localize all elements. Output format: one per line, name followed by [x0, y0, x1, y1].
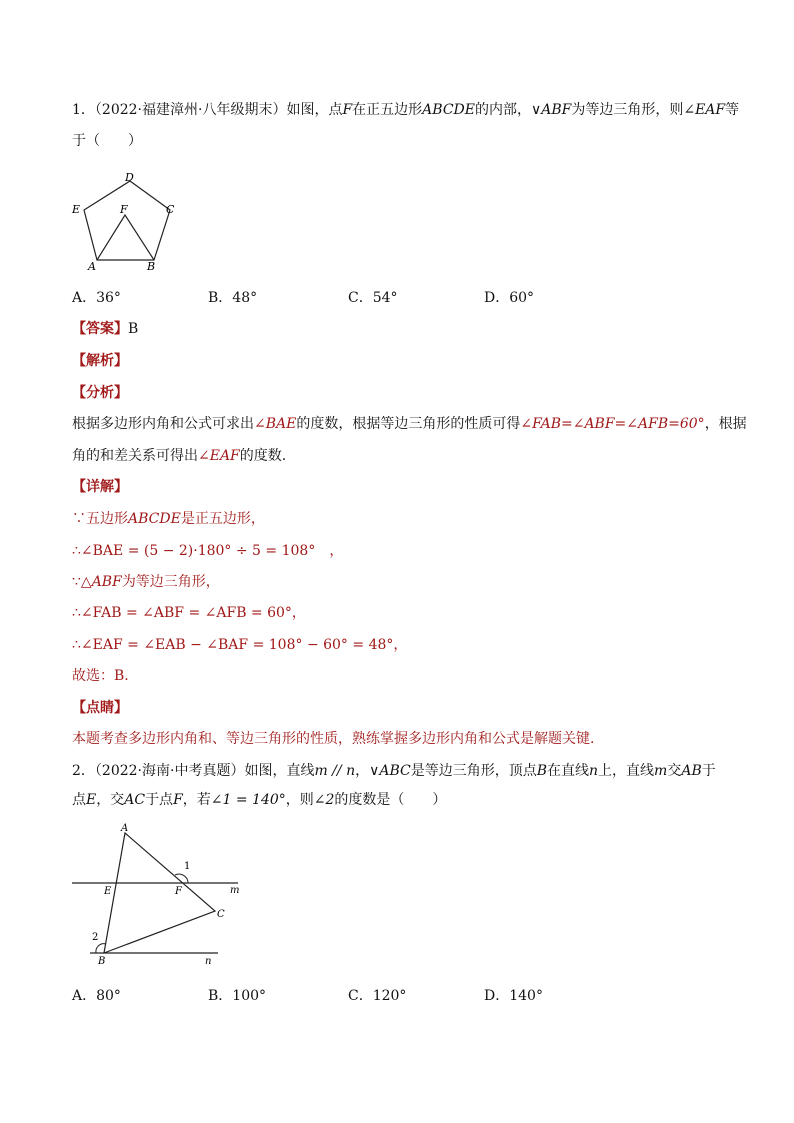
var: ∠BAE: [254, 416, 297, 432]
detail-line4: ∴∠FAB = ∠ABF = ∠AFB = 60°，: [72, 605, 306, 621]
text: ，若: [182, 792, 211, 808]
text: 的度数，根据等边三角形的性质可得: [296, 416, 521, 432]
label-a: A: [88, 260, 96, 273]
detail-line1: [72, 509, 265, 529]
var: m: [654, 763, 668, 779]
q2-option-d: D．140°: [484, 988, 543, 1004]
text: 是等边三角形，顶点: [410, 763, 537, 779]
text: 的度数.: [239, 448, 287, 464]
label-m: m: [230, 885, 240, 896]
text: 点: [72, 792, 86, 808]
q2-option-b: B．100°: [208, 988, 267, 1004]
q2-option-c: C．120°: [348, 988, 407, 1004]
text: 交: [667, 763, 682, 779]
q1-answer-line: [72, 319, 138, 339]
q1-number: 1．: [72, 102, 95, 118]
label-e: E: [72, 203, 81, 216]
fenxi-tag: 【分析】: [72, 385, 128, 401]
q2-parallel-lines-figure: [66, 820, 246, 970]
detail-line2: ∴∠BAE = (5 − 2)·180° ÷ 5 = 108° ，: [72, 543, 344, 559]
q1-stem-line2: 于（ ）: [72, 133, 142, 149]
q2-stem-line2: [72, 790, 446, 810]
q1-pentagon-figure: [66, 166, 186, 274]
q2-stem-line1: [72, 761, 716, 781]
label-f: F: [175, 886, 182, 897]
analysis-tag: 【解析】: [72, 353, 128, 369]
label-d: D: [125, 171, 134, 184]
q2-option-a: A．80°: [72, 988, 121, 1004]
var: ∠FAB=∠ABF=∠AFB=60°: [520, 416, 705, 432]
q1-stem-line1: [72, 100, 739, 120]
var: F: [342, 102, 353, 118]
text: ，则: [285, 792, 314, 808]
q1-option-d: D．60°: [484, 290, 535, 306]
triangle-abf: [97, 215, 154, 260]
q2-source: （2022·海南·中考真题）: [94, 763, 245, 779]
label-e: E: [104, 886, 112, 897]
text: ，: [355, 763, 370, 779]
var: ∠2: [313, 792, 335, 808]
var: △ABF: [80, 574, 122, 590]
text: ，交: [96, 792, 125, 808]
label-c: C: [217, 909, 225, 920]
var: AB: [681, 763, 702, 779]
var: ∠1 = 140°: [210, 792, 286, 808]
label-n: n: [205, 956, 212, 967]
text: 为等边三角形，则: [571, 102, 684, 118]
point-tag: 【点睛】: [72, 700, 128, 716]
var: ∠EAF: [198, 448, 240, 464]
text: 根据多边形内角和公式可求出: [72, 416, 254, 432]
text: 于点: [145, 792, 174, 808]
label-b: B: [98, 956, 106, 967]
label-b: B: [147, 260, 156, 273]
var: m // n: [314, 763, 356, 779]
var: ∠EAF: [683, 102, 726, 118]
text: 于: [701, 763, 716, 779]
q1-source: （2022·福建漳州·八年级期末）: [94, 102, 287, 118]
text: ∵五边形: [72, 511, 128, 527]
q1-option-c: C．54°: [348, 290, 398, 306]
label-angle-1: 1: [184, 861, 191, 872]
point-text: 本题考查多边形内角和、等边三角形的性质，熟练掌握多边形内角和公式是解题关键.: [72, 731, 595, 747]
var: E: [86, 792, 97, 808]
fenxi-line2: [72, 446, 286, 466]
text: ，根据: [704, 416, 747, 432]
var: AC: [124, 792, 146, 808]
text: 等: [725, 102, 740, 118]
triangle-abc: [104, 833, 215, 953]
label-a: A: [121, 823, 129, 834]
detail-tag: 【详解】: [72, 479, 128, 495]
text: 如图，直线: [244, 763, 315, 779]
detail-line5: ∴∠EAF = ∠EAB − ∠BAF = 108° − 60° = 48°，: [72, 637, 408, 653]
text: 角的和差关系可得出: [72, 448, 198, 464]
text: 为等边三角形，: [121, 574, 220, 590]
text: 的内部，: [475, 102, 531, 118]
label-f: F: [120, 203, 128, 216]
text: ∵: [72, 574, 81, 590]
var: ABCDE: [422, 102, 475, 118]
label-c: C: [166, 203, 175, 216]
label-angle-2: 2: [92, 932, 99, 943]
fenxi-line1: [72, 414, 747, 434]
var: ABCDE: [128, 511, 181, 527]
detail-line3: [72, 572, 220, 592]
q1-option-a: A．36°: [72, 290, 121, 306]
var: B: [536, 763, 548, 779]
var: ∨ABF: [531, 102, 572, 118]
q2-number: 2．: [72, 763, 95, 779]
var: n: [589, 763, 599, 779]
text: 如图，点: [286, 102, 343, 118]
var: F: [173, 792, 183, 808]
var: ∨ABC: [369, 763, 411, 779]
q1-option-b: B．48°: [208, 290, 258, 306]
text: 上，直线: [598, 763, 655, 779]
text: 在直线: [547, 763, 590, 779]
text: 的度数是（ ）: [334, 792, 447, 808]
pentagon-abcde: [84, 181, 170, 260]
answer-value: B: [128, 321, 139, 337]
text: 是正五边形，: [180, 511, 265, 527]
text: 在正五边形: [352, 102, 423, 118]
answer-tag: 【答案】: [72, 321, 128, 337]
detail-line6: 故选：B.: [72, 668, 129, 684]
